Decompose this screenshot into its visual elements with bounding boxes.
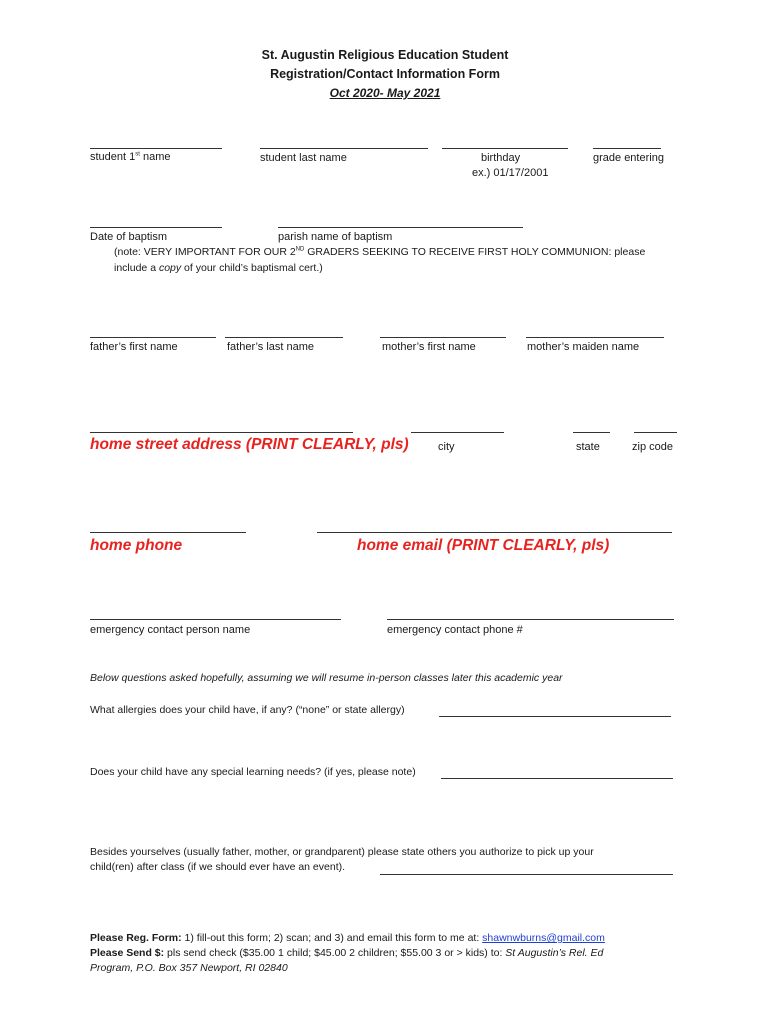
learning-needs-question: Does your child have any special learning needs? (if yes, please note) [90,766,416,778]
registration-instructions: Please Reg. Form: 1) fill-out this form; 2) scan; and 3) and email this form to me at: shawnwburns@gmail.com [90,932,605,944]
contact-email-link[interactable]: shawnwburns@gmail.com [482,932,605,944]
home-email-label: home email (PRINT CLEARLY, pls) [357,537,610,554]
father-last-name-label: father’s last name [227,341,315,353]
street-address-field[interactable] [90,432,353,433]
pickup-question-line1: Besides yourselves (usually father, mother, or grandparent) please state others you authorize to pick up your [90,846,594,858]
emergency-phone-label: emergency contact phone # [387,624,523,636]
mother-first-name-label: mother’s first name [382,341,476,353]
street-address-label: home street address (PRINT CLEARLY, pls) [90,436,409,453]
father-last-name-field[interactable] [225,337,343,338]
grade-field[interactable] [593,148,661,149]
emergency-name-label: emergency contact person name [90,624,251,636]
allergies-question: What allergies does your child have, if any? (“none” or state allergy) [90,704,405,716]
form-title-line1: St. Augustin Religious Education Student [261,48,509,62]
student-last-name-label: student last name [260,152,347,164]
zip-field[interactable] [634,432,677,433]
mother-maiden-name-label: mother’s maiden name [527,341,640,353]
home-email-field[interactable] [317,532,672,533]
baptism-note: (note: VERY IMPORTANT FOR OUR 2ND GRADERS SEEKING TO RECEIVE FIRST HOLY COMMUNION: please [114,246,646,258]
allergies-field[interactable] [439,716,671,717]
home-phone-label: home phone [90,537,183,554]
birthday-label: birthday [481,152,521,164]
grade-label: grade entering [593,152,664,164]
pickup-field[interactable] [380,874,673,875]
student-last-name-field[interactable] [260,148,428,149]
form-title-line2: Registration/Contact Information Form [270,67,500,81]
questions-intro: Below questions asked hopefully, assuming we will resume in-person classes later this academic year [90,672,563,684]
father-first-name-label: father’s first name [90,341,178,353]
learning-needs-field[interactable] [441,778,673,779]
mailing-address: Program, P.O. Box 357 Newport, RI 02840 [90,962,288,974]
baptism-parish-label: parish name of baptism [278,231,393,243]
mother-first-name-field[interactable] [380,337,506,338]
payment-instructions: Please Send $: pls send check ($35.00 1 child; $45.00 2 children; $55.00 3 or > kids) to: St Augustin’s Rel. Ed [90,947,604,959]
city-label: city [438,441,455,453]
student-first-name-field[interactable] [90,148,222,149]
mother-maiden-name-field[interactable] [526,337,664,338]
emergency-name-field[interactable] [90,619,341,620]
baptism-date-field[interactable] [90,227,222,228]
state-label: state [576,441,600,453]
pickup-question-line2: child(ren) after class (if we should ever have an event). [90,861,346,873]
baptism-date-label: Date of baptism [90,231,168,243]
state-field[interactable] [573,432,610,433]
baptism-note-line2: include a copy of your child’s baptismal cert.) [114,262,323,274]
city-field[interactable] [411,432,504,433]
student-first-name-label: student 1st name [90,151,171,163]
father-first-name-field[interactable] [90,337,216,338]
zip-label: zip code [632,441,673,453]
form-dates: Oct 2020- May 2021 [329,86,441,100]
home-phone-field[interactable] [90,532,246,533]
emergency-phone-field[interactable] [387,619,674,620]
birthday-field[interactable] [442,148,568,149]
birthday-example: ex.) 01/17/2001 [472,167,549,179]
baptism-parish-field[interactable] [278,227,523,228]
